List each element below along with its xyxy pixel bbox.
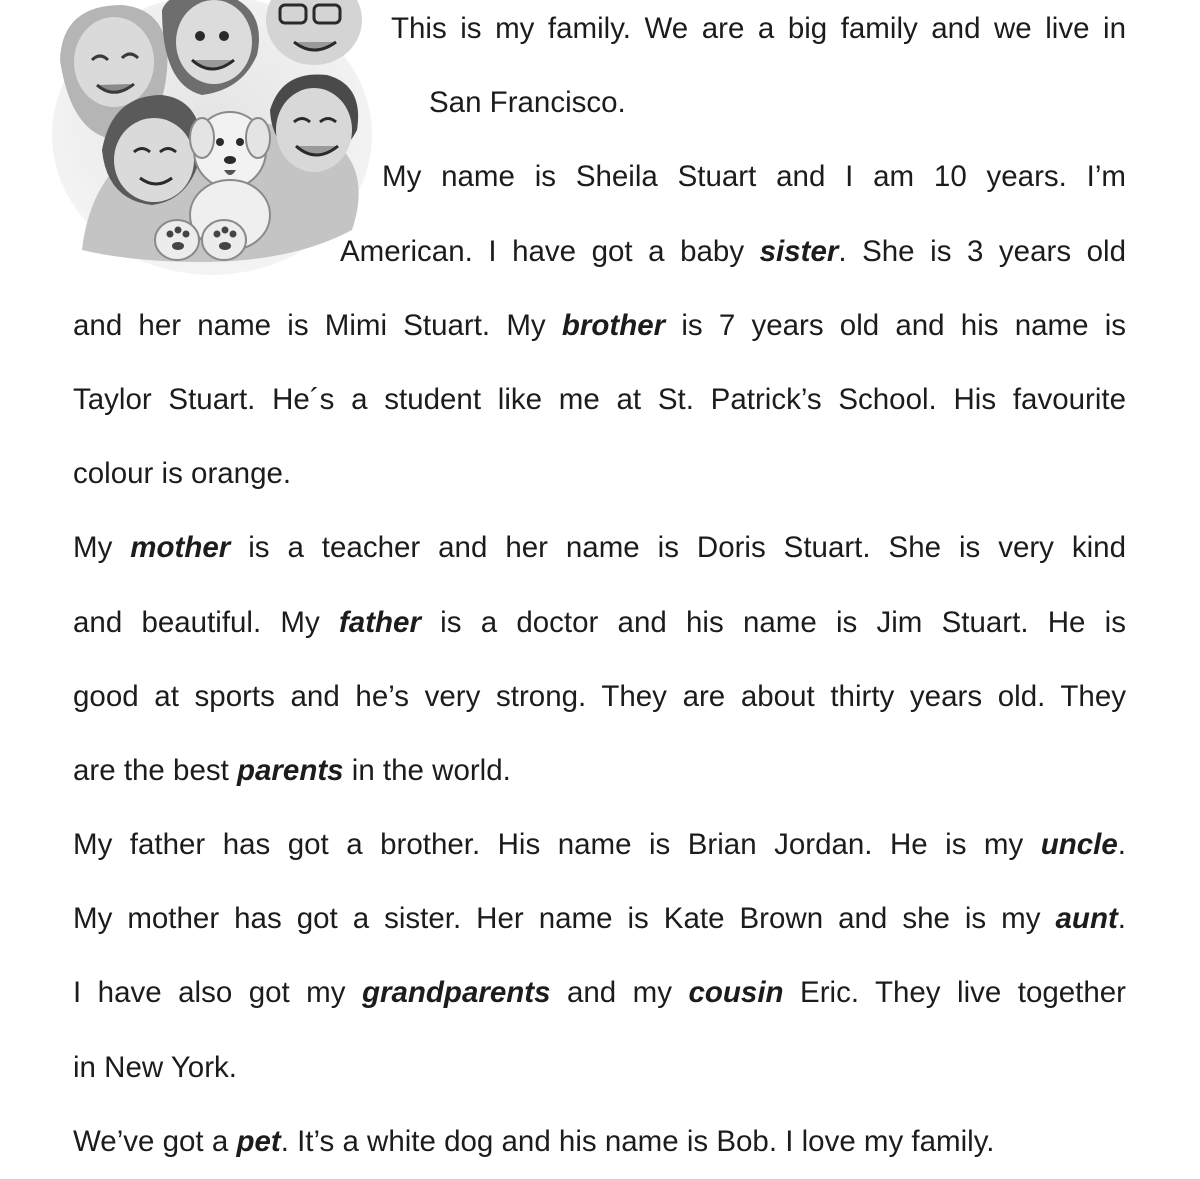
text-run: My <box>73 531 131 564</box>
text-line <box>73 1122 1126 1162</box>
text-run: . She is 3 years old <box>838 235 1126 268</box>
keyword-mother: mother <box>130 531 231 564</box>
text-line <box>340 232 1126 272</box>
text-run: and my <box>550 976 689 1009</box>
text-run: . <box>1117 828 1126 861</box>
keyword-brother: brother <box>561 309 666 342</box>
text-line: good at sports and he’s very strong. They are about thirty years old. They <box>73 680 1126 713</box>
text-run: American. I have got a baby <box>340 235 760 268</box>
text-run: Eric. They live together <box>783 976 1126 1009</box>
text-line <box>73 751 1126 791</box>
text-run: is a doctor and his name is Jim Stuart. He is <box>420 606 1126 639</box>
text-line <box>73 825 1126 865</box>
text-run: and her name is Mimi Stuart. My <box>73 309 562 342</box>
text-run: . It’s a white dog and his name is Bob. I love my family. <box>280 1125 995 1158</box>
keyword-sister: sister <box>759 235 839 268</box>
text-run: are the best <box>73 754 237 787</box>
keyword-grandparents: grandparents <box>361 976 551 1009</box>
keyword-parents: parents <box>237 754 344 787</box>
text-run: is a teacher and her name is Doris Stuart. She is very kind <box>230 531 1126 564</box>
text-line <box>73 899 1126 939</box>
keyword-aunt: aunt <box>1055 902 1118 935</box>
text-run: . <box>1117 902 1126 935</box>
keyword-father: father <box>338 606 421 639</box>
text-run: is 7 years old and his name is <box>665 309 1126 342</box>
text-line <box>73 528 1126 568</box>
text-run: in the world. <box>343 754 511 787</box>
text-run: We’ve got a <box>73 1125 237 1158</box>
keyword-uncle: uncle <box>1040 828 1118 861</box>
text-line: in New York. <box>73 1051 237 1084</box>
text-run: My father has got a brother. His name is Brian Jordan. He is my <box>73 828 1041 861</box>
text-line: Taylor Stuart. He´s a student like me at St. Patrick’s School. His favourite <box>73 383 1126 416</box>
text-run: and beautiful. My <box>73 606 339 639</box>
text-run: My mother has got a sister. Her name is Kate Brown and she is my <box>73 902 1056 935</box>
text-line: My name is Sheila Stuart and I am 10 years. I’m <box>382 160 1126 193</box>
text-line: colour is orange. <box>73 457 292 490</box>
text-line <box>73 306 1126 346</box>
keyword-cousin: cousin <box>688 976 784 1009</box>
text-line <box>73 603 1126 643</box>
text-line: This is my family. We are a big family and we live in <box>391 12 1126 45</box>
family-illustration-icon <box>52 0 382 275</box>
text-run: I have also got my <box>73 976 362 1009</box>
text-line: San Francisco. <box>429 86 626 119</box>
keyword-pet: pet <box>236 1125 281 1158</box>
text-line <box>73 973 1126 1013</box>
